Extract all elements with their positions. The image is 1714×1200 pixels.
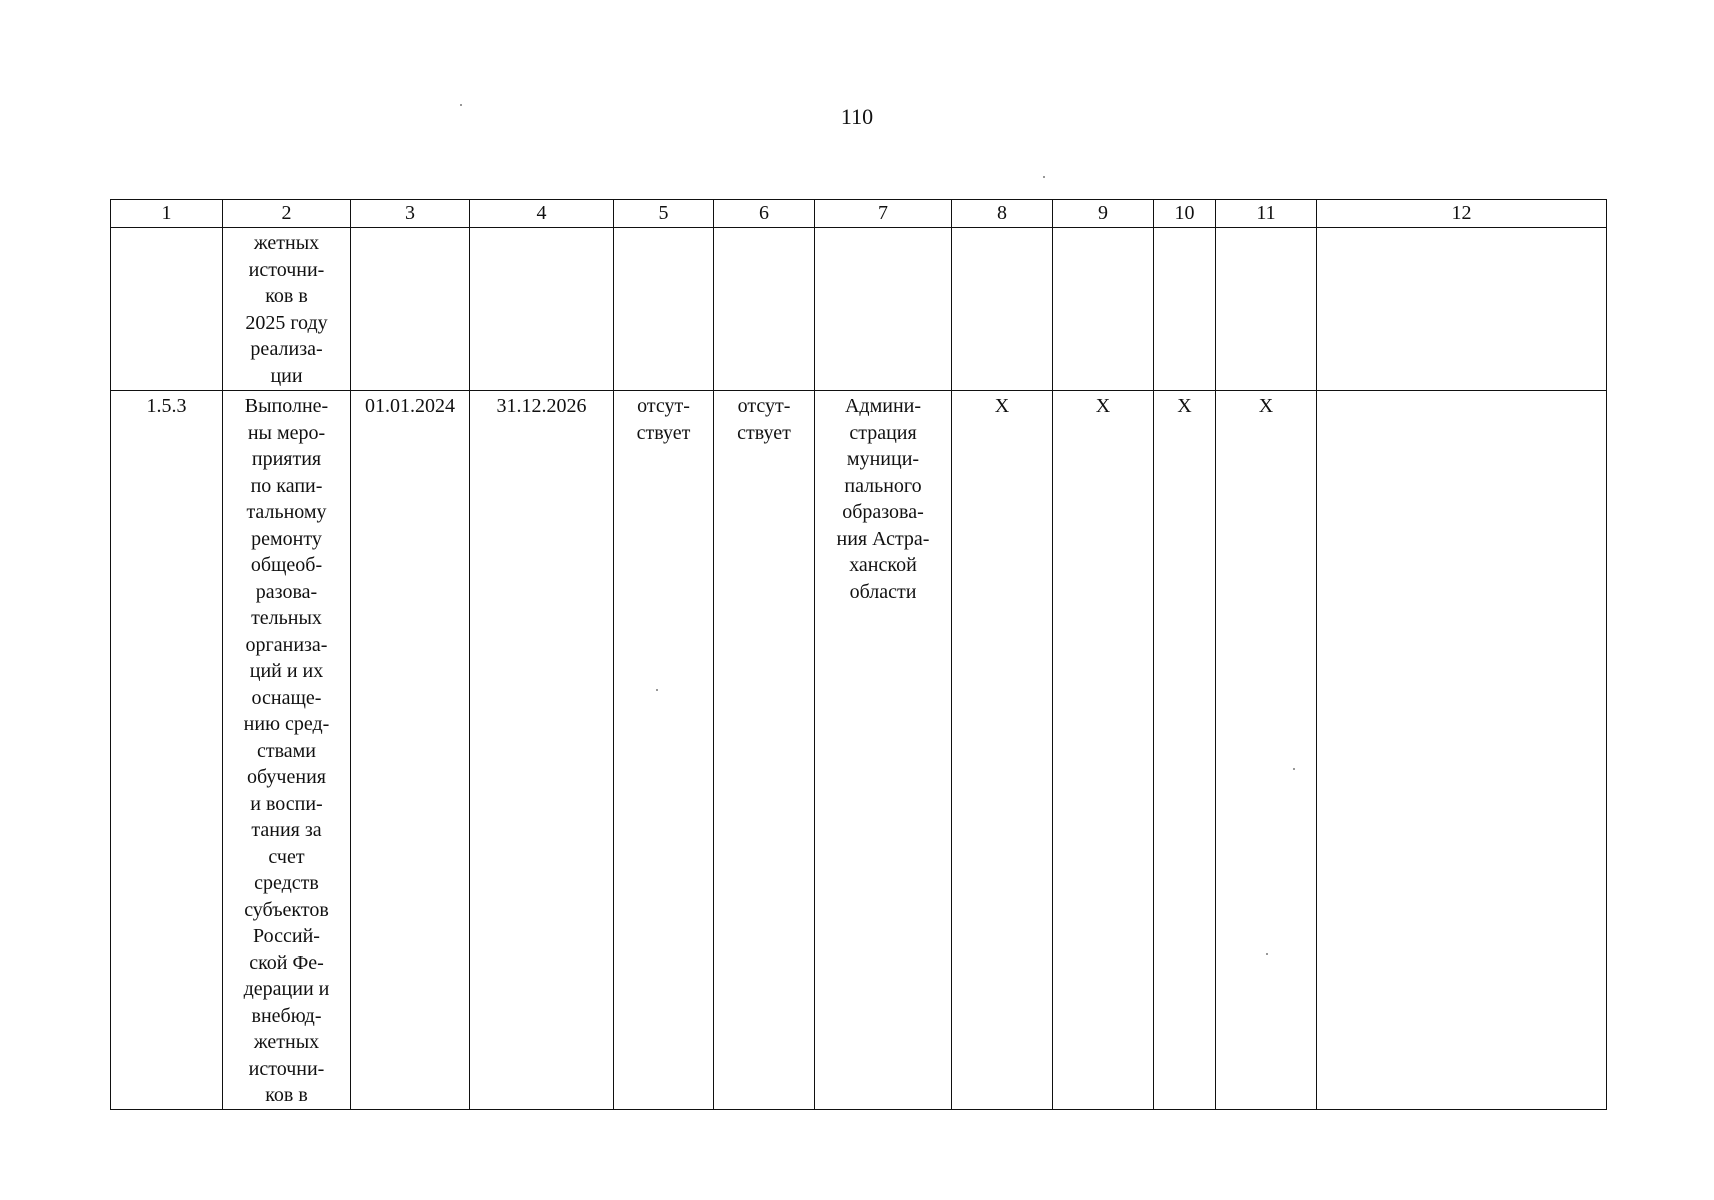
cell-start-date: 01.01.2024	[351, 391, 470, 1110]
cell-col5	[614, 228, 714, 391]
scan-speck	[1266, 953, 1268, 955]
header-cell: 7	[815, 200, 952, 228]
header-cell: 6	[714, 200, 815, 228]
cell-col8	[952, 228, 1053, 391]
header-cell: 12	[1317, 200, 1607, 228]
cell-start-date	[351, 228, 470, 391]
scan-speck	[1043, 176, 1045, 178]
cell-end-date: 31.12.2026	[470, 391, 614, 1110]
plan-table	[110, 199, 1607, 1110]
cell-col5: отсут- ствует	[614, 391, 714, 1110]
header-cell: 4	[470, 200, 614, 228]
table-row-1-5-3	[111, 391, 1607, 1110]
header-cell: 8	[952, 200, 1053, 228]
header-cell: 1	[111, 200, 223, 228]
header-cell: 3	[351, 200, 470, 228]
table-row-continuation	[111, 228, 1607, 391]
header-cell: 9	[1053, 200, 1154, 228]
cell-col6	[714, 228, 815, 391]
cell-responsible: Админи- страция муници- пального образова- ния Астра- ханской области	[815, 391, 952, 1110]
cell-end-date	[470, 228, 614, 391]
cell-description: жетных источни- ков в 2025 году реализа- ции	[223, 228, 351, 391]
cell-col9: X	[1053, 391, 1154, 1110]
cell-col12	[1317, 391, 1607, 1110]
cell-col8: X	[952, 391, 1053, 1110]
column-number-header	[111, 200, 1607, 228]
cell-col10	[1154, 228, 1216, 391]
cell-col11: X	[1216, 391, 1317, 1110]
header-cell: 11	[1216, 200, 1317, 228]
cell-col6: отсут- ствует	[714, 391, 815, 1110]
cell-responsible	[815, 228, 952, 391]
cell-col9	[1053, 228, 1154, 391]
scan-speck	[460, 104, 462, 106]
cell-col12	[1317, 228, 1607, 391]
scan-speck	[656, 689, 658, 691]
cell-description: Выполне- ны меро- приятия по капи- тальному ремонту общеоб- разова- тельных организа- ций и их оснаще- нию сред- ствами обучения и воспи- тания за счет средств субъектов Россий- ской Фе- дерации и внебюд- жетных источни- ков в	[223, 391, 351, 1110]
page-number: 110	[840, 104, 874, 129]
cell-col10: X	[1154, 391, 1216, 1110]
cell-number: 1.5.3	[111, 391, 223, 1110]
header-cell: 10	[1154, 200, 1216, 228]
cell-col11	[1216, 228, 1317, 391]
cell-number	[111, 228, 223, 391]
header-cell: 2	[223, 200, 351, 228]
scan-speck	[1293, 768, 1295, 770]
header-cell: 5	[614, 200, 714, 228]
